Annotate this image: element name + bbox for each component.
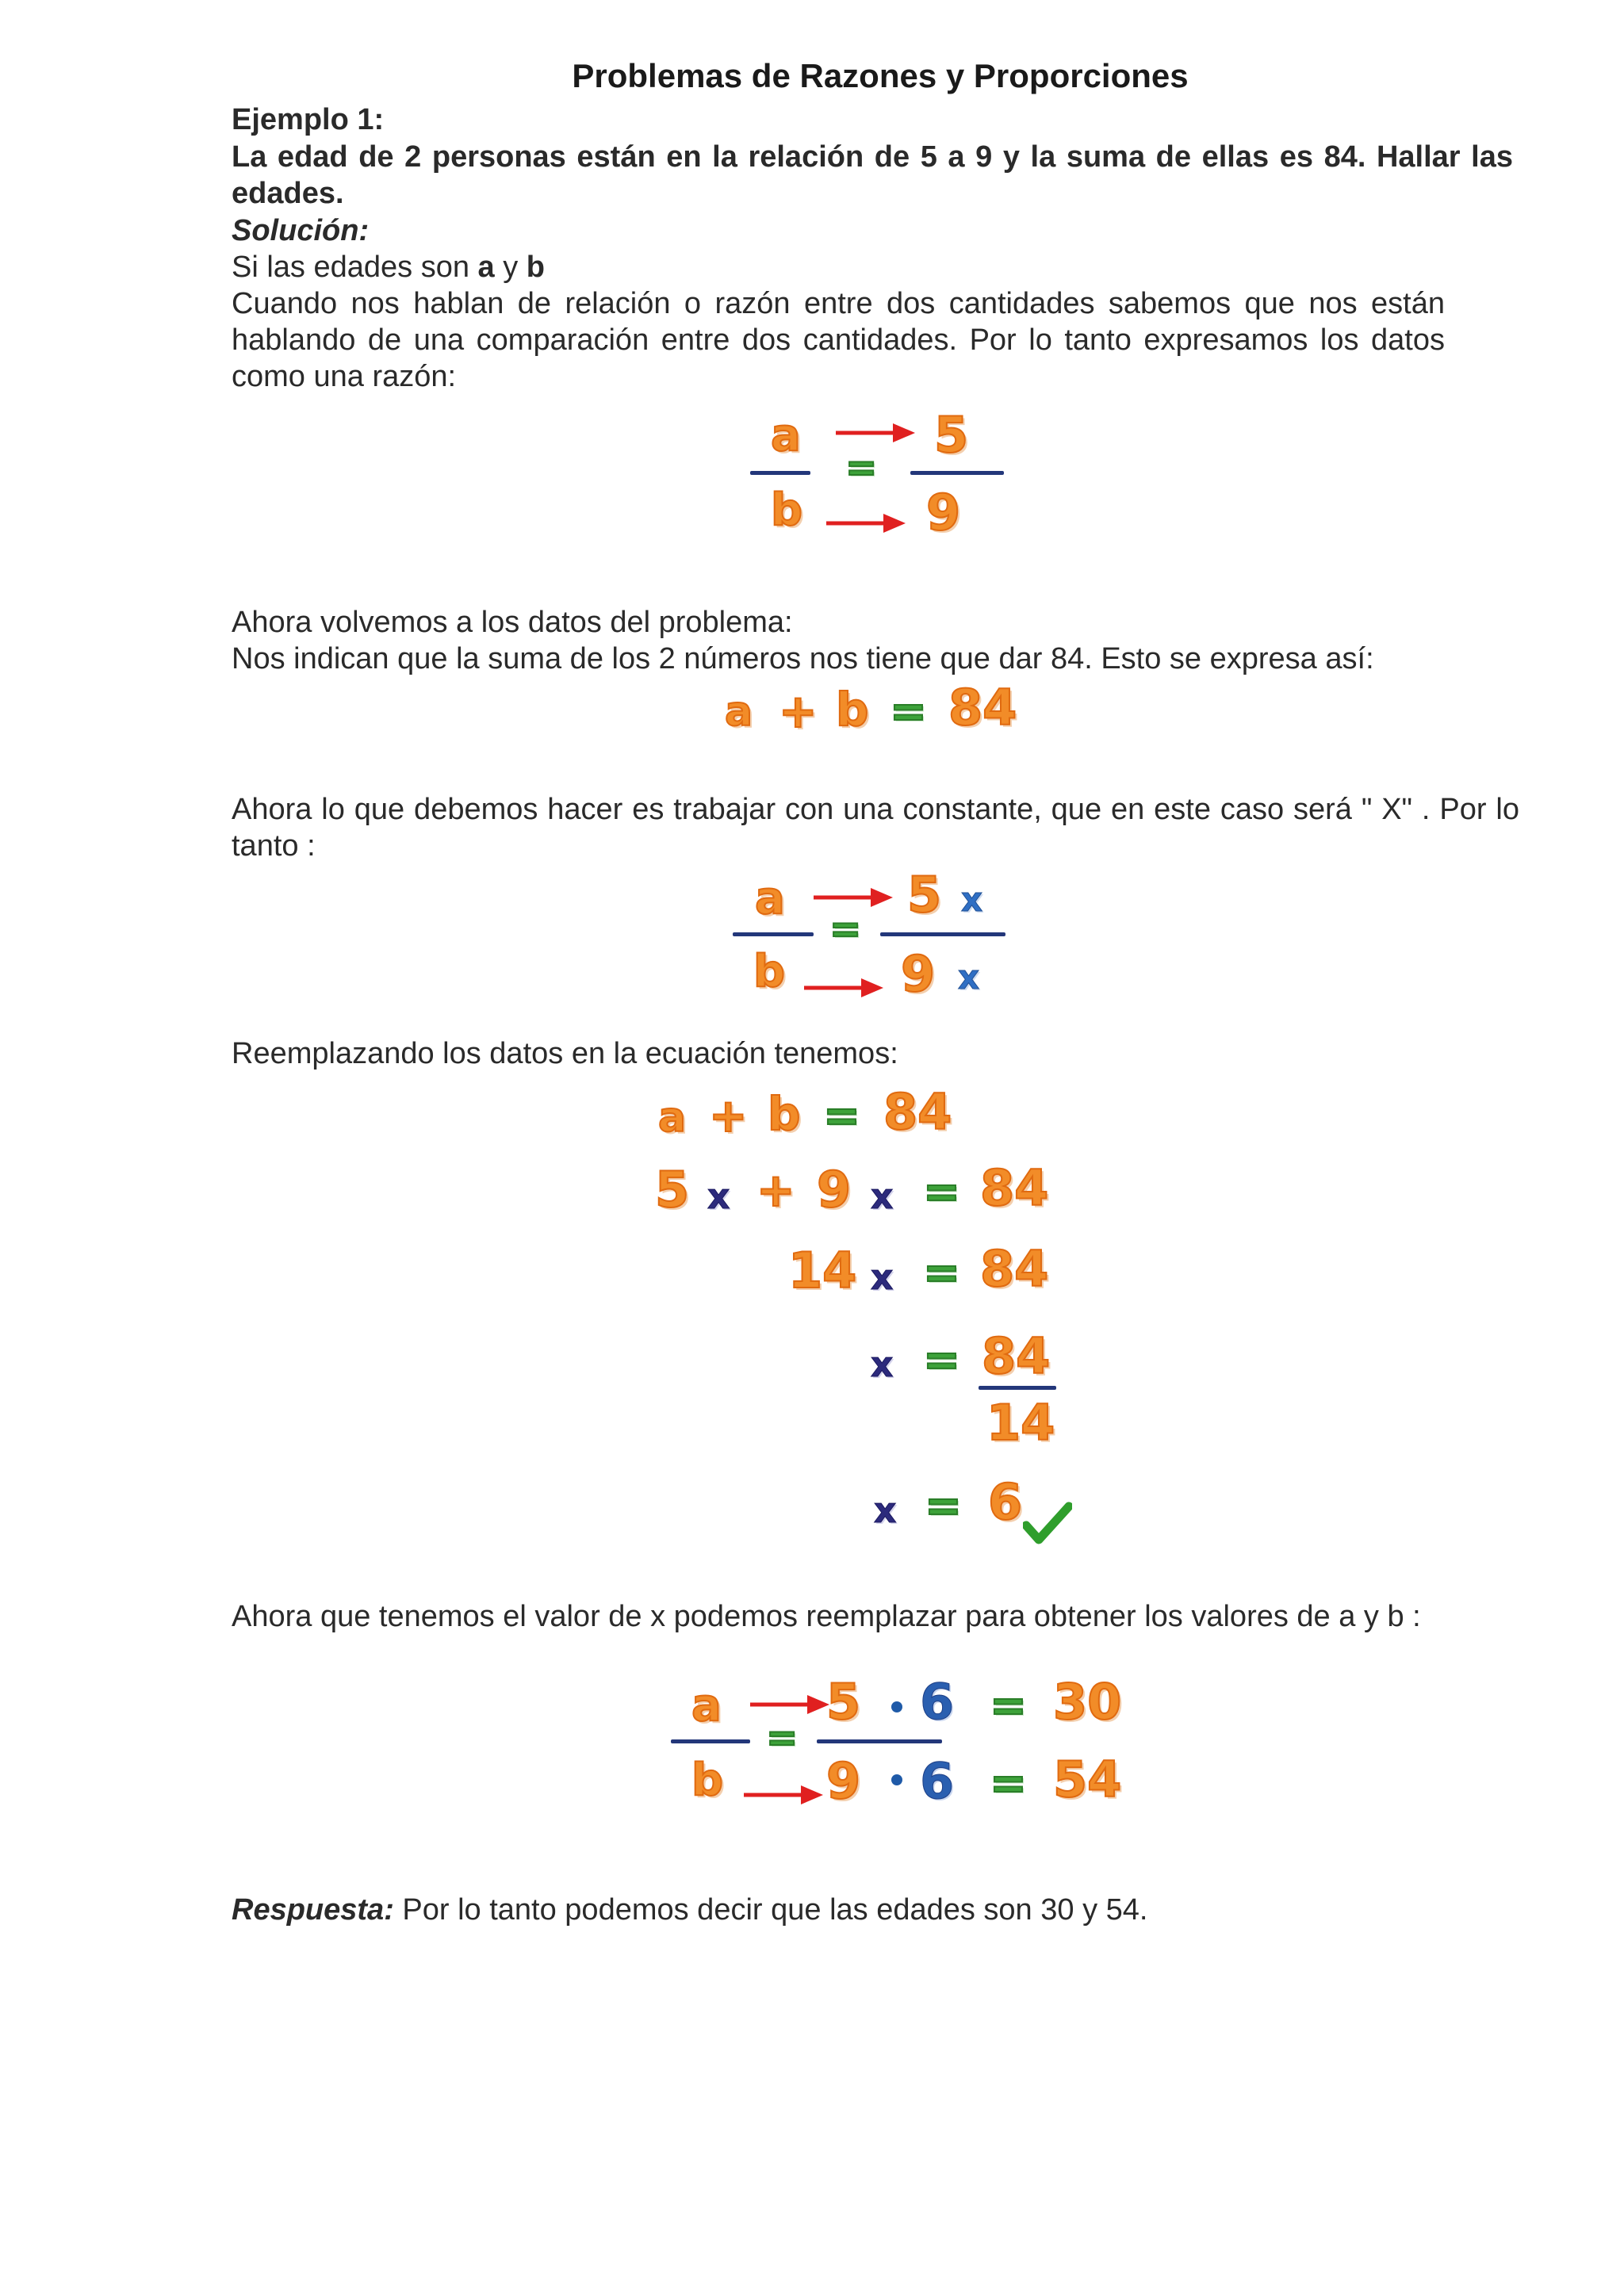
math-x: x (958, 958, 980, 997)
math-84: 84 (948, 679, 1017, 737)
math-five: 5 (826, 1673, 861, 1731)
math-nine: 9 (817, 1161, 852, 1219)
math-equals: = (923, 1247, 960, 1299)
math-a: a (658, 1094, 687, 1142)
fraction-bar (979, 1386, 1056, 1390)
fraction-bar-right (910, 471, 1004, 475)
math-84: 84 (982, 1327, 1051, 1385)
math-x: x (871, 1345, 894, 1385)
ages-line (232, 249, 545, 285)
math-nine: 9 (901, 945, 936, 1003)
math-equals: = (925, 1480, 962, 1532)
arrow-right-icon (812, 886, 894, 909)
replace-sentence: Reemplazando los datos en la ecuación tenemos: (232, 1037, 898, 1070)
fraction-bar-right (880, 932, 1005, 936)
math-equals: = (829, 907, 862, 951)
math-equals: = (845, 446, 878, 490)
math-b: b (753, 946, 786, 997)
example-label: Ejemplo 1: (232, 103, 385, 136)
fraction-bar-left (733, 932, 814, 936)
fraction-bar-left (750, 471, 810, 475)
math-b: b (771, 484, 803, 536)
multiply-dot (891, 1774, 902, 1785)
math-equals: = (990, 1680, 1027, 1732)
math-equals: = (823, 1090, 860, 1142)
ratio-paragraph: Cuando nos hablan de relación o razón entre dos cantidades sabemos que nos están hablando de una comparación entre dos cantidades. Por lo tanto expresamos los datos como una razón: (232, 287, 1445, 393)
arrow-right-icon (749, 1693, 831, 1716)
math-plus: + (709, 1089, 748, 1142)
answer-label: Respuesta: (232, 1893, 394, 1927)
arrow-right-icon (834, 422, 917, 444)
check-icon (1023, 1502, 1072, 1546)
math-equals: = (890, 686, 927, 737)
arrow-right-icon (742, 1784, 825, 1806)
math-x: x (874, 1490, 897, 1531)
math-14: 14 (986, 1394, 1055, 1452)
sum-sentence: Nos indican que la suma de los 2 números nos tiene que dar 84. Esto se expresa así: (232, 642, 1374, 675)
math-x: x (961, 880, 983, 919)
math-five: 5 (655, 1161, 690, 1219)
multiply-dot (891, 1701, 902, 1712)
math-a: a (691, 1680, 722, 1732)
math-84: 84 (883, 1083, 952, 1141)
math-plus: + (756, 1163, 795, 1217)
math-84: 84 (980, 1240, 1049, 1298)
math-x: x (871, 1257, 894, 1298)
solution-label: Solución: (232, 214, 370, 247)
math-a: a (755, 873, 785, 924)
math-six: 6 (988, 1473, 1023, 1531)
back-to-data-line: Ahora volvemos a los datos del problema: (232, 606, 793, 639)
ages-line-middle: y (494, 251, 527, 284)
ages-var-b: b (526, 251, 546, 284)
math-equals: = (923, 1166, 960, 1218)
math-six: 6 (920, 1752, 955, 1810)
math-equals: = (923, 1334, 960, 1386)
math-54: 54 (1053, 1751, 1122, 1808)
page-title: Problemas de Razones y Proporciones (572, 57, 1189, 94)
answer-line (232, 1892, 1147, 1928)
math-nine: 9 (926, 484, 961, 541)
math-five: 5 (907, 866, 942, 924)
math-84: 84 (980, 1159, 1049, 1217)
math-x: x (707, 1177, 730, 1217)
math-b: b (768, 1087, 801, 1141)
problem-statement: La edad de 2 personas están en la relación de 5 a 9 y la suma de ellas es 84. Hallar las edades. (232, 140, 1513, 210)
math-a: a (771, 410, 801, 461)
value-sentence: Ahora que tenemos el valor de x podemos reemplazar para obtener los valores de a y b : (232, 1600, 1421, 1633)
math-equals: = (766, 1716, 799, 1760)
math-a: a (725, 688, 753, 736)
fraction-bar-right (817, 1739, 942, 1743)
arrow-right-icon (825, 512, 907, 534)
answer-text: Por lo tanto podemos decir que las edades son 30 y 54. (393, 1893, 1148, 1927)
ages-var-a: a (477, 251, 495, 284)
arrow-right-icon (802, 977, 885, 999)
math-30: 30 (1053, 1673, 1122, 1731)
ages-line-prefix: Si las edades son (232, 251, 478, 284)
math-b: b (836, 683, 869, 737)
math-nine: 9 (826, 1752, 861, 1810)
math-x: x (871, 1177, 894, 1217)
math-equals: = (990, 1758, 1027, 1809)
math-b: b (691, 1755, 724, 1806)
math-five: 5 (934, 406, 969, 464)
math-plus: + (779, 684, 818, 738)
math-six: 6 (920, 1673, 955, 1731)
math-14: 14 (788, 1242, 857, 1299)
constant-sentence: Ahora lo que debemos hacer es trabajar con una constante, que en este caso será " X" . Por lo tanto : (232, 793, 1519, 863)
fraction-bar-left (671, 1739, 750, 1743)
